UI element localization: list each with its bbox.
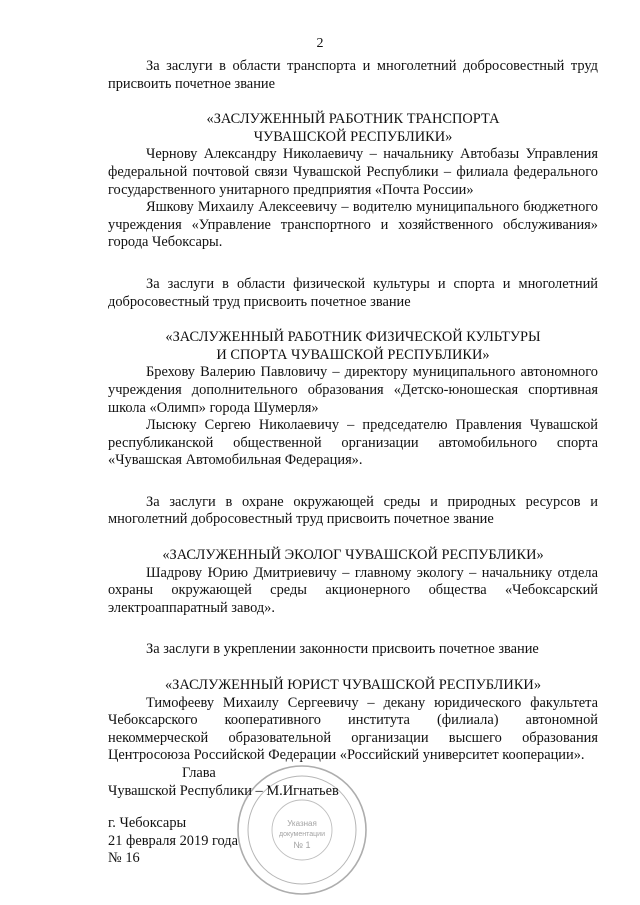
section-intro: За заслуги в укреплении законности присвоить почетное звание xyxy=(146,641,539,658)
section-ecology xyxy=(108,494,598,618)
section-intro: За заслуги в охране окружающей среды и природных ресурсов и многолетний добросовестный труд присвоить почетное звание xyxy=(108,493,598,528)
section-law xyxy=(108,641,598,765)
awardee-paragraph: Шадрову Юрию Дмитриевичу – главному экологу – начальнику отдела охраны окружающей среды акционерного общества «Чебоксарский электроаппаратный завод». xyxy=(108,564,598,616)
section-sport xyxy=(108,276,598,470)
decree-number: № 16 xyxy=(108,850,140,867)
section-intro: За заслуги в области транспорта и многолетний добросовестный труд присвоить почетное звание xyxy=(108,58,598,92)
award-title-line: «ЗАСЛУЖЕННЫЙ РАБОТНИК ФИЗИЧЕСКОЙ КУЛЬТУРЫ xyxy=(165,329,541,346)
award-title-line: И СПОРТА ЧУВАШСКОЙ РЕСПУБЛИКИ» xyxy=(216,346,490,363)
stamp-text-line: № 1 xyxy=(293,840,311,850)
stamp-text-line: Указная xyxy=(287,819,317,828)
award-title-line: «ЗАСЛУЖЕННЫЙ РАБОТНИК ТРАНСПОРТА xyxy=(206,111,500,128)
award-title-line: «ЗАСЛУЖЕННЫЙ ЮРИСТ ЧУВАШСКОЙ РЕСПУБЛИКИ» xyxy=(164,677,542,694)
section-transport xyxy=(108,58,598,252)
signer-name: Чувашской Республики – М.Игнатьев xyxy=(108,782,339,799)
signature-block xyxy=(108,765,408,800)
page-number: 2 xyxy=(316,36,324,51)
signer-role: Глава xyxy=(182,765,216,781)
decree-body xyxy=(108,58,598,765)
stamp-text-line: документации xyxy=(279,831,325,838)
awardee-paragraph: Брехову Валерию Павловичу – директору муниципального автономного учреждения дополнительного образования «Детско-юношеская спортивная школа «Олимп» города Шумерля» xyxy=(108,364,598,416)
award-title-line: ЧУВАШСКОЙ РЕСПУБЛИКИ» xyxy=(253,128,453,145)
decree-date: 21 февраля 2019 года xyxy=(108,832,239,849)
place-date-block xyxy=(108,815,238,868)
section-intro: За заслуги в области физической культуры и спорта и многолетний добросовестный труд присвоить почетное звание xyxy=(108,275,598,310)
city: г. Чебоксары xyxy=(108,815,187,831)
awardee-paragraph: Чернову Александру Николаевичу – начальнику Автобазы Управления федеральной почтовой связи Чувашской Республики – филиала федерального государственного унитарного предприятия «Почта России» xyxy=(108,146,598,198)
awardee-paragraph: Яшкову Михаилу Алексеевичу – водителю муниципального бюджетного учреждения «Управление транспортного и хозяйственного обслуживания» города Чебоксары. xyxy=(108,199,598,251)
award-title-line: «ЗАСЛУЖЕННЫЙ ЭКОЛОГ ЧУВАШСКОЙ РЕСПУБЛИКИ» xyxy=(162,547,544,564)
awardee-paragraph: Лысюку Сергею Николаевичу – председателю Правления Чувашской республиканской общественной организации автомобильного спорта «Чувашская Автомобильная Федерация». xyxy=(108,417,598,469)
awardee-paragraph: Тимофееву Михаилу Сергеевичу – декану юридического факультета Чебоксарского кооперативного института (филиала) автономной некоммерческой образовательной организации высшего образования Центросоюза Российской Федерации «Российский университет кооперации». xyxy=(108,694,598,764)
